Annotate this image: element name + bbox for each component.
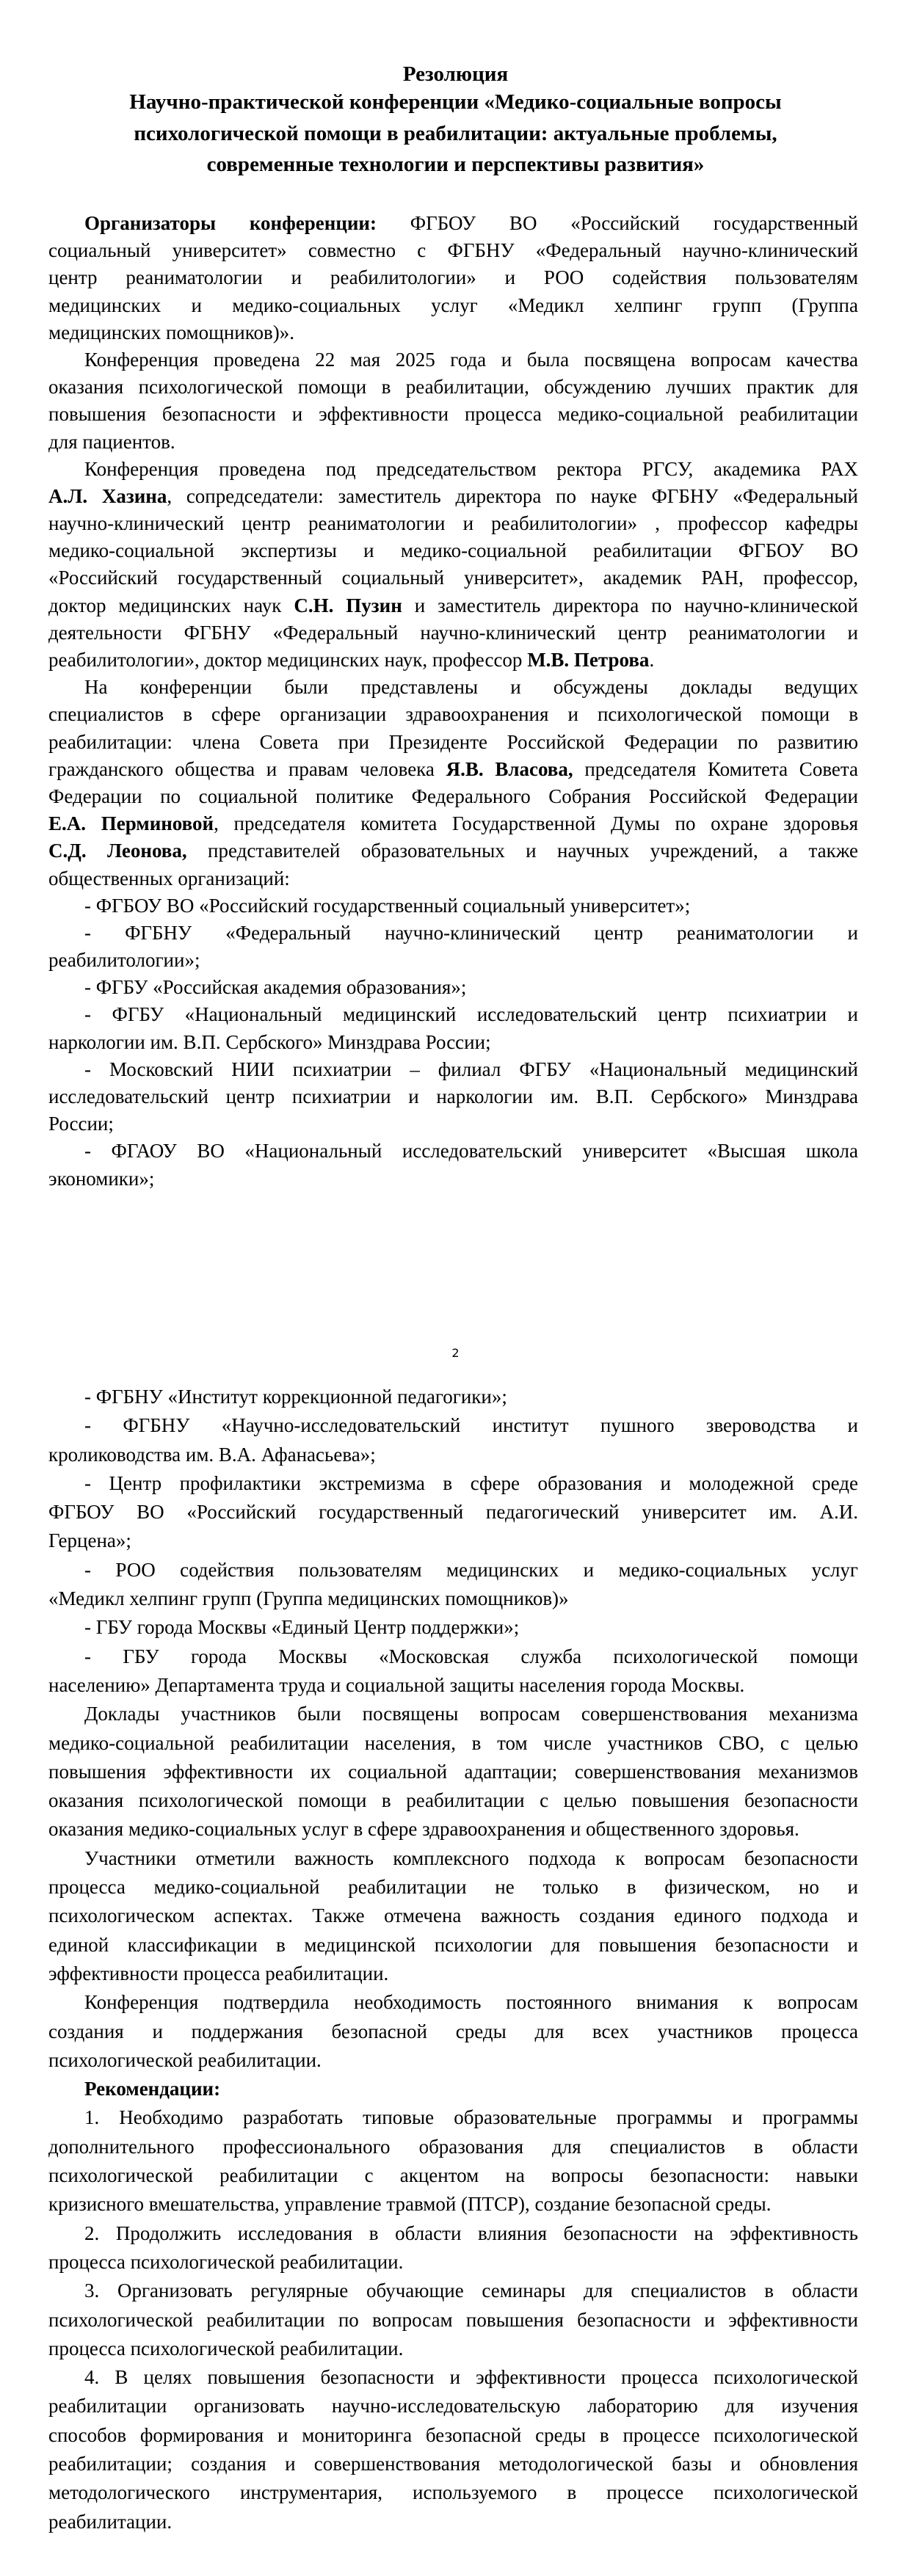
document-subtitle-line-1: Научно-практической конференции «Медико-социальные вопросы: [129, 90, 782, 114]
person-name: С.Д. Леонова,: [48, 840, 187, 862]
text-line: населению» Департамента труда и социальной защиты населения города Москвы.: [48, 1673, 745, 1696]
text-line: [48, 483, 858, 510]
text-span: , председателя комитета Государственной Думы по охране здоровья: [214, 812, 858, 835]
organization-item: [48, 1613, 858, 1642]
text-line: - ФГБНУ «Институт коррекционной педагогики»;: [84, 1386, 507, 1408]
person-name: М.В. Петрова: [527, 649, 650, 671]
text-line: способов формирования и мониторинга безопасной среды в процессе психологической: [48, 2423, 858, 2446]
text-line: оказания психологической помощи в реабилитации, обсуждению лучших практик для: [48, 376, 858, 399]
text-line: Герцена»;: [48, 1529, 131, 1552]
text-line: наркологии им. В.П. Сербского» Минздрава России;: [48, 1030, 491, 1053]
text-span: .: [649, 649, 655, 671]
text-line: реабилитации: члена Совета при Президенте Российской Федерации по развитию: [48, 730, 858, 753]
text-line: психологической реабилитации.: [48, 2048, 322, 2071]
text-line: специалистов в сфере организации здравоохранения и психологической помощи в: [48, 703, 858, 726]
text-line: дополнительного профессионального образования для специалистов в области: [48, 2135, 858, 2158]
text-line: ФГБОУ ВО «Российский государственный педагогический университет им. А.И.: [48, 1501, 858, 1524]
text-span: гражданского общества и правам человека: [48, 757, 435, 780]
text-line: 4. В целях повышения безопасности и эффективности процесса психологической: [84, 2366, 858, 2389]
text-line: 2. Продолжить исследования в области влияния безопасности на эффективность: [84, 2222, 858, 2244]
text-line: [48, 810, 858, 837]
chair-paragraph: [48, 456, 858, 674]
organization-item: [48, 920, 858, 974]
recommendation-item: [48, 2103, 858, 2219]
text-line: единой классификации в медицинской психологии для повышения безопасности и: [48, 1933, 858, 1956]
text-line: кролиководства им. В.А. Афанасьева»;: [48, 1443, 376, 1466]
text-line: повышения безопасности и эффективности процесса медико-социальной реабилитации: [48, 403, 858, 426]
text-line: реабилитологии»;: [48, 949, 200, 972]
text-line: социальный университет» совместно с ФГБНУ «Федеральный научно-клинический: [48, 239, 858, 262]
text-line: создания и поддержания безопасной среды для всех участников процесса: [48, 2020, 858, 2042]
text-line: исследовательский центр психиатрии и наркологии им. В.П. Сербского» Минздрава: [48, 1085, 858, 1107]
text-line: психологической реабилитации по вопросам повышения безопасности и эффективности: [48, 2308, 858, 2331]
text-line: - РОО содействия пользователям медицинских и медико-социальных услуг: [84, 1558, 858, 1581]
organization-item: [48, 892, 858, 920]
text-line: повышения эффективности их социальной адаптации; совершенствования механизмов: [48, 1760, 858, 1783]
organizations-list-page-1: [48, 892, 858, 1193]
text-line: Конференция подтвердила необходимость постоянного внимания к вопросам: [84, 1991, 858, 2014]
text-line: - ФГБОУ ВО «Российский государственный социальный университет»;: [84, 894, 691, 917]
text-line: - ФГБНУ «Федеральный научно-клинический центр реаниматологии и: [84, 921, 858, 944]
text-line: 1. Необходимо разработать типовые образовательные программы и программы: [84, 2106, 858, 2129]
text-line: - ФГБНУ «Научно-исследовательский институт пушного звероводства и: [84, 1414, 858, 1437]
text-line: реабилитации организовать научно-исследовательскую лабораторию для изучения: [48, 2395, 858, 2417]
person-name: С.Н. Пузин: [294, 594, 402, 616]
document-title: Резолюция: [402, 62, 509, 86]
text-line: - ФГБУ «Национальный медицинский исследовательский центр психиатрии и: [84, 1003, 858, 1026]
organization-item: [48, 1469, 858, 1556]
text-line: [48, 837, 858, 865]
organization-item: [48, 1642, 858, 1700]
text-line: 3. Организовать регулярные обучающие семинары для специалистов в области: [84, 2280, 858, 2302]
confirmation-paragraph: [48, 1988, 858, 2075]
text-line: России;: [48, 1113, 114, 1135]
text-line: медико-социальной реабилитации населения, в том числе участников СВО, с целью: [48, 1731, 858, 1754]
text-span: представителей образовательных и научных учреждений, а также: [208, 840, 858, 862]
text-line: Конференция проведена 22 мая 2025 года и была посвящена вопросам качества: [84, 348, 858, 371]
text-line: для пациентов.: [48, 430, 175, 453]
text-line: психологическом аспектах. Также отмечена важность создания единого подхода и: [48, 1904, 858, 1927]
text-line: Федерации по социальной политике Федерального Собрания Российской Федерации: [48, 785, 858, 807]
text-span: реабилитологии», доктор медицинских наук, профессор: [48, 649, 523, 671]
page-number: 2: [451, 1346, 460, 1360]
recommendation-item: [48, 2219, 858, 2277]
text-line: [48, 756, 858, 783]
text-line: [48, 647, 858, 674]
text-line: - ГБУ города Москвы «Единый Центр поддержки»;: [84, 1616, 520, 1639]
text-line: деятельности ФГБНУ «Федеральный научно-клинический центр реаниматологии и: [48, 621, 858, 644]
text-line: центр реаниматологии и реабилитологии» и РОО содействия пользователям: [48, 266, 858, 289]
organization-item: [48, 1383, 858, 1411]
document-subtitle-line-2: психологической помощи в реабилитации: актуальные проблемы,: [134, 122, 777, 145]
person-name: Е.А. Перминовой: [48, 812, 214, 835]
text-line: - Центр профилактики экстремизма в сфере образования и молодежной среде: [84, 1471, 858, 1494]
text-line: - ГБУ города Москвы «Московская служба психологической помощи: [84, 1645, 858, 1667]
text-line: процесса психологической реабилитации.: [48, 2337, 404, 2359]
organization-item: [48, 1056, 858, 1138]
recommendation-item: [48, 2277, 858, 2363]
text-line: реабилитации.: [48, 2510, 173, 2533]
organizations-list-page-2: [48, 1383, 858, 1700]
text-line: эффективности процесса реабилитации.: [48, 1962, 389, 1984]
text-line: [48, 592, 858, 619]
text-span: председателя Комитета Совета: [584, 757, 859, 780]
text-line: оказания медико-социальных услуг в сфере здравоохранения и общественного здоровья.: [48, 1818, 799, 1841]
text-line: экономики»;: [48, 1167, 155, 1190]
text-line: общественных организаций:: [48, 867, 290, 889]
text-line: процесса медико-социальной реабилитации не только в физическом, но и: [48, 1876, 858, 1899]
person-name: Я.В. Власова,: [446, 757, 573, 780]
organization-item: [48, 1001, 858, 1055]
organizers-label: Организаторы конференции:: [84, 212, 377, 234]
text-line: медико-социальной экспертизы и медико-социальной реабилитации ФГБОУ ВО: [48, 539, 858, 562]
recommendations-heading-text: Рекомендации:: [84, 2078, 221, 2100]
text-span: и заместитель директора по научно-клинической: [414, 594, 858, 616]
text-line: Конференция проведена под председательством ректора РГСУ, академика РАХ: [84, 457, 858, 480]
text-span: , сопредседатели: заместитель директора по науке ФГБНУ «Федеральный: [167, 484, 858, 507]
text-line: «Российский государственный социальный университет», академик РАН, профессор,: [48, 567, 858, 589]
text-line: медицинских помощников)».: [48, 321, 294, 343]
text-line: - ФГАОУ ВО «Национальный исследовательский университет «Высшая школа: [84, 1140, 858, 1163]
organization-item: [48, 1411, 858, 1469]
page-1-body: [48, 210, 858, 1193]
text-line: [48, 210, 858, 237]
text-line: реабилитации; создания и совершенствования методологической базы и обновления: [48, 2452, 858, 2475]
text-line: На конференции были представлены и обсуждены доклады ведущих: [84, 676, 858, 699]
text-span: доктор медицинских наук: [48, 594, 282, 616]
recommendations-list: [48, 2103, 858, 2536]
text-line: Доклады участников были посвящены вопросам совершенствования механизма: [84, 1703, 858, 1725]
text-line: научно-клинический центр реаниматологии и реабилитологии» , профессор кафедры: [48, 512, 858, 535]
organization-item: [48, 974, 858, 1001]
text-line: - Московский НИИ психиатрии – филиал ФГБУ «Национальный медицинский: [84, 1058, 858, 1080]
text-line: «Медикл хелпинг групп (Группа медицинских помощников)»: [48, 1587, 569, 1610]
text-line: психологической реабилитации с акцентом на вопросы безопасности: навыки: [48, 2164, 858, 2187]
text-span: ФГБОУ ВО «Российский государственный: [410, 212, 858, 234]
text-line: медицинских и медико-социальных услуг «Медикл хелпинг групп (Группа: [48, 294, 858, 316]
text-line: кризисного вмешательства, управление травмой (ПТСР), создание безопасной среды.: [48, 2193, 772, 2216]
document-subtitle-line-3: современные технологии и перспективы развития»: [206, 153, 705, 176]
text-line: - ФГБУ «Российская академия образования»;: [84, 976, 467, 999]
organizers-paragraph: [48, 210, 858, 346]
recommendations-heading: [48, 2075, 858, 2103]
text-line: методологического инструментария, используемого в процессе психологической: [48, 2481, 858, 2504]
text-line: Участники отметили важность комплексного подхода к вопросам безопасности: [84, 1847, 858, 1869]
organization-item: [48, 1556, 858, 1614]
date-paragraph: [48, 346, 858, 456]
text-line: процесса психологической реабилитации.: [48, 2250, 404, 2273]
text-line: оказания психологической помощи в реабилитации с целью повышения безопасности: [48, 1789, 858, 1812]
organization-item: [48, 1138, 858, 1192]
page-2-body: [48, 1383, 858, 2536]
participants-paragraph: [48, 1844, 858, 1988]
reports-paragraph: [48, 1700, 858, 1844]
speakers-paragraph: [48, 674, 858, 892]
recommendation-item: [48, 2363, 858, 2536]
person-name: А.Л. Хазина: [48, 484, 167, 507]
